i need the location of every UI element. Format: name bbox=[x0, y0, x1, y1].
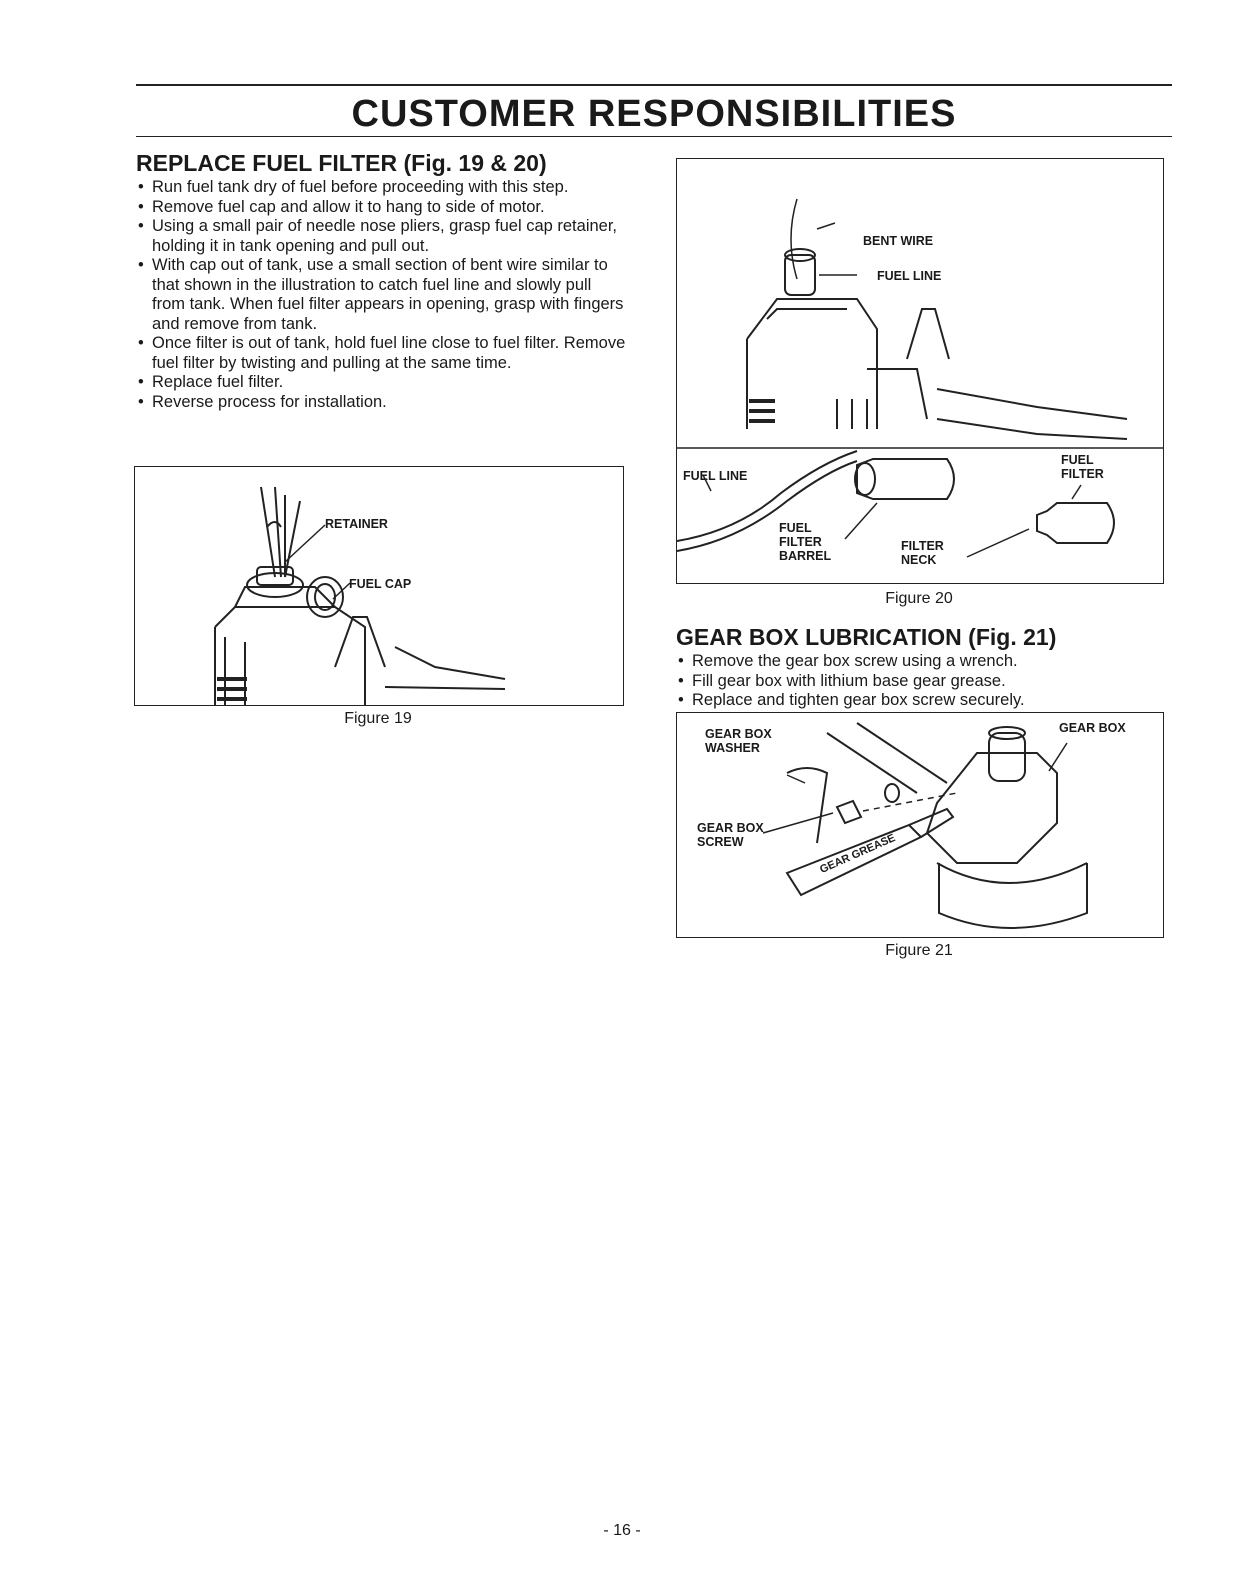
list-item: • Replace and tighten gear box screw securely. bbox=[676, 691, 1162, 711]
list-item: • Replace fuel filter. bbox=[136, 373, 628, 393]
label-fuel-cap: FUEL CAP bbox=[349, 577, 412, 591]
fuel-filter-heading: REPLACE FUEL FILTER (Fig. 19 & 20) bbox=[136, 150, 547, 176]
list-item: • Once filter is out of tank, hold fuel line close to fuel filter. Remove fuel filter by twisting and pulling at the same time. bbox=[136, 334, 628, 373]
list-item: • With cap out of tank, use a small section of bent wire similar to that shown in the illustration to catch fuel line and slowly pull from tank. When fuel filter appears in opening, grasp with fingers and remove from tank. bbox=[136, 256, 628, 334]
label-gear-grease: GEAR GREASE bbox=[818, 831, 898, 877]
label-fuel-line: FUEL LINE bbox=[683, 469, 748, 483]
figure-19 bbox=[134, 466, 624, 706]
label-retainer: RETAINER bbox=[325, 517, 388, 531]
figure-19-caption: Figure 19 bbox=[344, 710, 412, 727]
gear-box-heading: GEAR BOX LUBRICATION (Fig. 21) bbox=[676, 624, 1057, 650]
figure-20-illustration bbox=[677, 159, 1163, 583]
label-gear-box: GEAR BOX bbox=[1059, 721, 1126, 735]
fuel-filter-section bbox=[136, 150, 628, 412]
label-fuel-filter: FUEL FILTER bbox=[1061, 453, 1104, 481]
list-item: • Remove the gear box screw using a wrench. bbox=[676, 652, 1162, 672]
figure-21 bbox=[676, 712, 1164, 938]
list-item: • Using a small pair of needle nose pliers, grasp fuel cap retainer, holding it in tank opening and pull out. bbox=[136, 217, 628, 256]
page-number: - 16 - bbox=[603, 1522, 641, 1539]
label-fuel-line-top: FUEL LINE bbox=[877, 269, 942, 283]
page-title: CUSTOMER RESPONSIBILITIES bbox=[351, 93, 957, 135]
label-fuel-filter-barrel: FUEL FILTER BARREL bbox=[779, 521, 832, 563]
list-item: • Fill gear box with lithium base gear grease. bbox=[676, 672, 1162, 692]
top-rule bbox=[136, 84, 1172, 86]
gear-box-section bbox=[676, 624, 1162, 711]
label-filter-neck: FILTER NECK bbox=[901, 539, 944, 567]
label-bent-wire: BENT WIRE bbox=[863, 234, 934, 248]
gear-box-steps bbox=[676, 652, 1162, 711]
figure-21-caption: Figure 21 bbox=[885, 942, 953, 959]
label-gear-box-washer: GEAR BOX WASHER bbox=[705, 727, 772, 755]
figure-20-caption: Figure 20 bbox=[885, 590, 953, 607]
list-item: • Remove fuel cap and allow it to hang to side of motor. bbox=[136, 198, 628, 218]
fuel-filter-steps bbox=[136, 178, 628, 412]
title-underline bbox=[136, 136, 1172, 137]
figure-20 bbox=[676, 158, 1164, 584]
list-item: • Run fuel tank dry of fuel before proceeding with this step. bbox=[136, 178, 628, 198]
label-gear-box-screw: GEAR BOX SCREW bbox=[697, 821, 764, 849]
list-item: • Reverse process for installation. bbox=[136, 393, 628, 413]
